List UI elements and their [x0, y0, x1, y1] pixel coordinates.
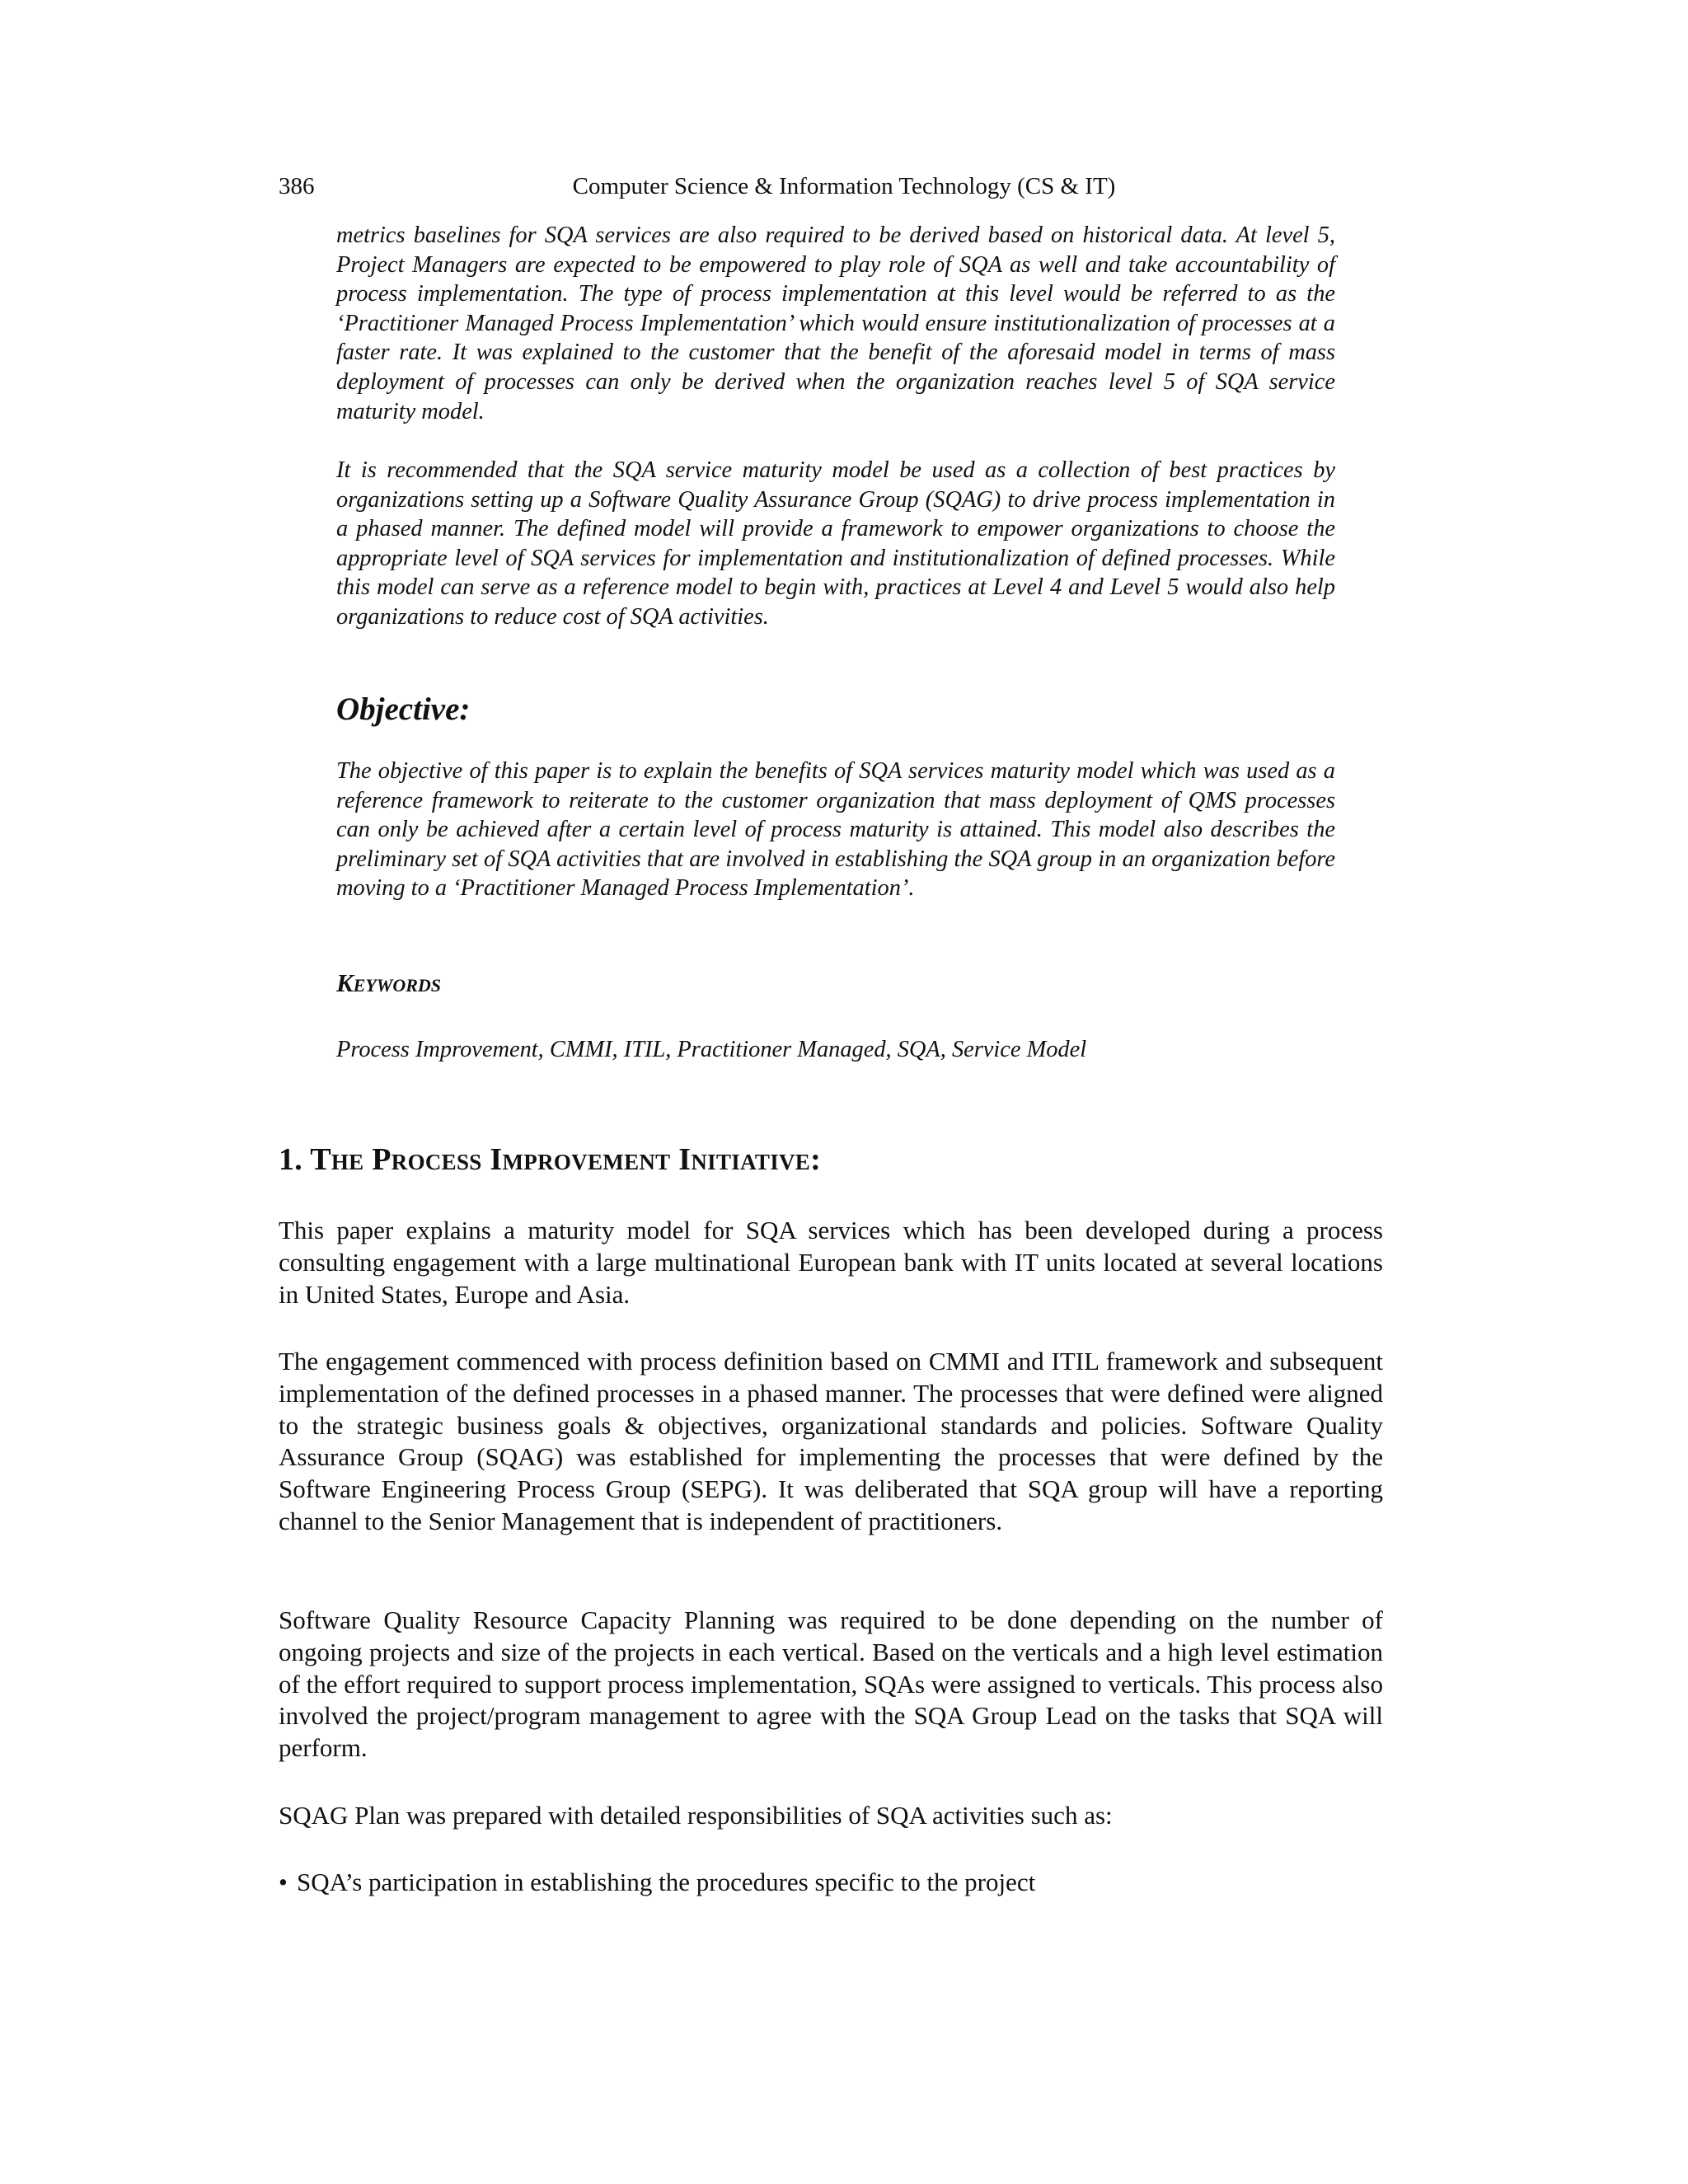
section-1-heading: 1. The Process Improvement Initiative: — [279, 1142, 822, 1177]
bullet-text: SQA’s participation in establishing the procedures specific to the project — [297, 1868, 1036, 1896]
abstract-paragraph-2: It is recommended that the SQA service maturity model be used as a collection of best practices by organizations setting up a Software Quality Assurance Group (SQAG) to drive process implementation in a phased manner. The defined model will provide a framework to empower organizations to choose the appropriate level of SQA services for implementation and institutionalization of defined processes. While this model can serve as a reference model to begin with, practices at Level 4 and Level 5 would also help organizations to reduce cost of SQA activities. — [336, 457, 1335, 630]
section-1-paragraph-block — [279, 1605, 1383, 1765]
section-1-paragraph-1: This paper explains a maturity model for SQA services which has been developed during a process consulting engagement with a large multinational European bank with IT units located at several locations in United States, Europe and Asia. — [279, 1216, 1383, 1309]
abstract-paragraph-1: metrics baselines for SQA services are also required to be derived based on historical data. At level 5, Project Managers are expected to be empowered to play role of SQA as well and take accountability of process implementation. The type of process implementation at this level would be referred to as the ‘Practitioner Managed Process Implementation’ which would ensure institutionalization of processes at a faster rate. It was explained to the customer that the benefit of the aforesaid model in terms of mass deployment of processes can only be derived when the organization reaches level 5 of SQA service maturity model. — [336, 223, 1335, 424]
section-1-paragraph-block — [279, 1800, 1383, 1832]
section-1-paragraph-4: SQAG Plan was prepared with detailed responsibilities of SQA activities such as: — [279, 1801, 1113, 1830]
section-1-paragraph-block — [279, 1346, 1383, 1538]
abstract-paragraph-1-block — [336, 221, 1335, 426]
section-1-paragraph-3: Software Quality Resource Capacity Planning was required to be done depending on the number of ongoing projects and size of the projects in each vertical. Based on the verticals and a high level estimation of the effort required to support process implementation, SQAs were assigned to verticals. This process also involved the project/program management to agree with the SQA Group Lead on the tasks that SQA will perform. — [279, 1605, 1383, 1763]
running-head: Computer Science & Information Technology (CS & IT) — [572, 173, 1116, 199]
abstract-paragraph-2-block — [336, 456, 1335, 632]
bullet-list-item — [279, 1866, 1035, 1899]
page-number: 386 — [279, 173, 315, 199]
objective-heading: Objective: — [336, 691, 471, 727]
bullet-icon: • — [279, 1868, 288, 1896]
keywords-text: Process Improvement, CMMI, ITIL, Practitioner Managed, SQA, Service Model — [336, 1037, 1087, 1062]
keywords-heading: Keywords — [336, 968, 442, 997]
objective-block — [336, 757, 1335, 903]
section-1-paragraph-block — [279, 1215, 1383, 1310]
objective-text: The objective of this paper is to explain the benefits of SQA services maturity model which was used as a reference framework to reiterate to the customer organization that mass deployment of QMS processes can only be achieved after a certain level of process maturity is attained. This model also describes the preliminary set of SQA activities that are involved in establishing the SQA group in an organization before moving to a ‘Practitioner Managed Process Implementation’. — [336, 758, 1335, 902]
section-1-paragraph-2: The engagement commenced with process definition based on CMMI and ITIL framework and subsequent implementation of the defined processes in a phased manner. The processes that were defined were aligned to the strategic business goals & objectives, organizational standards and policies. Software Quality Assurance Group (SQAG) was established for implementing the processes that were defined by the Software Engineering Process Group (SEPG). It was deliberated that SQA group will have a reporting channel to the Senior Management that is independent of practitioners. — [279, 1347, 1383, 1535]
